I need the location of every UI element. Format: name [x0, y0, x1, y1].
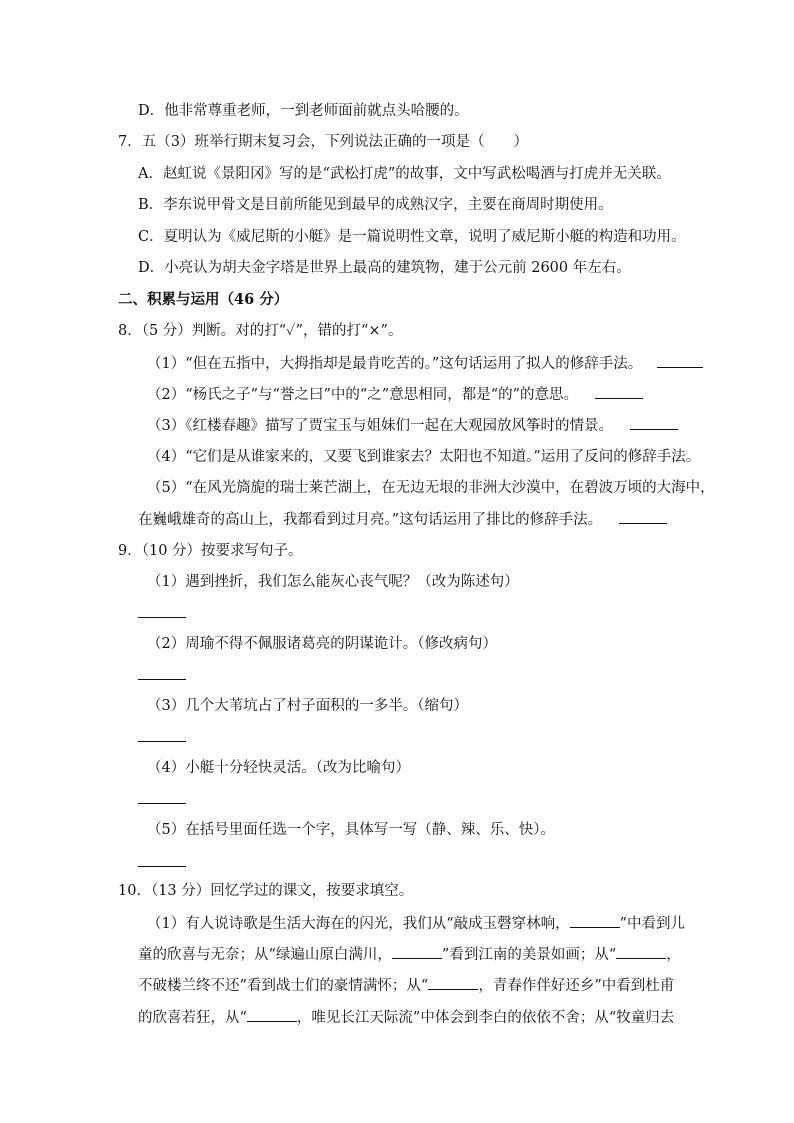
q7-option-b: B．李东说甲骨文是目前所能见到最早的成熟汉字，主要在商周时期使用。	[138, 197, 613, 213]
q9-answer-line-2[interactable]	[138, 679, 186, 680]
q8-item-1-text: （1）“但在五指中，大拇指却是最肯吃苦的。”这句话运用了拟人的修辞手法。	[147, 356, 643, 372]
q9-item-4: （4）小艇十分轻快灵活。（改为比喻句）	[147, 760, 410, 776]
q9-item-5: （5）在括号里面任选一个字，具体写一写（静、辣、乐、快）。	[147, 822, 555, 838]
q10-stem: 10．（13 分）回忆学过的课文，按要求填空。	[118, 883, 414, 899]
q10-text-c: 童的欣喜与无奈；从“绿遍山原白满川，	[138, 947, 392, 963]
q8-stem: 8．（5 分）判断。对的打“✓”，错的打“×”。	[118, 323, 403, 339]
q10-text-d: ”看到江南的美景如画；从“	[441, 947, 617, 963]
q9-answer-line-4[interactable]	[138, 803, 186, 804]
q10-text-i: ，唯见长江天际流”中体会到李白的依依不舍；从“牧童归去	[296, 1010, 675, 1026]
q9-answer-line-3[interactable]	[138, 741, 186, 742]
q10-blank-4[interactable]	[428, 975, 478, 990]
q9-answer-line-5[interactable]	[138, 866, 186, 867]
q8-answer-blank-3[interactable]	[630, 415, 678, 430]
q9-answer-line-1[interactable]	[138, 617, 186, 618]
q10-text-f: 不破楼兰终不还”看到战士们的豪情满怀；从“	[138, 978, 429, 994]
q8-item-3-text: （3）《红楼春趣》描写了贾宝玉与姐妹们一起在大观园放风筝时的情景。	[147, 418, 613, 434]
q10-line-1	[147, 913, 685, 934]
q10-blank-5[interactable]	[247, 1007, 297, 1022]
q6-option-d: D．他非常尊重老师，一到老师面前就点头哈腰的。	[138, 103, 469, 119]
q8-item-1	[147, 353, 703, 374]
q10-text-a: （1）有人说诗歌是生活大海在的闪光，我们从“敲成玉磬穿林响，	[147, 916, 570, 932]
q10-text-g: ，青春作伴好还乡”中看到杜甫	[478, 978, 675, 994]
section-heading: 二、积累与运用（46 分）	[118, 291, 289, 308]
q8-item-5-line-2	[138, 509, 667, 530]
q10-blank-1[interactable]	[570, 913, 620, 928]
q10-line-3	[138, 975, 674, 996]
q9-item-3: （3）几个大苇坑占了村子面积的一多半。（缩句）	[147, 698, 468, 714]
q10-line-4	[138, 1007, 674, 1028]
q9-item-2: （2）周瑜不得不佩服诸葛亮的阴谋诡计。（修改病句）	[147, 636, 497, 652]
q10-text-h: 的欣喜若狂，从“	[138, 1010, 247, 1026]
q10-text-e: ，	[666, 947, 681, 963]
q10-blank-2[interactable]	[392, 944, 442, 959]
q8-answer-blank-5[interactable]	[619, 509, 667, 524]
q8-answer-blank-1[interactable]	[657, 353, 703, 368]
q8-item-2	[147, 384, 643, 405]
q7-option-a: A．赵虹说《景阳冈》写的是“武松打虎”的故事，文中写武松喝酒与打虎并无关联。	[138, 166, 671, 182]
q9-stem: 9．（10 分）按要求写句子。	[118, 543, 303, 559]
q7-option-c: C．夏明认为《威尼斯的小艇》是一篇说明性文章，说明了威尼斯小艇的构造和功用。	[138, 229, 686, 245]
q10-blank-3[interactable]	[616, 944, 666, 959]
q8-answer-blank-2[interactable]	[595, 384, 643, 399]
q9-item-1: （1）遇到挫折，我们怎么能灰心丧气呢？（改为陈述句）	[147, 574, 519, 590]
q8-item-4: （4）“它们是从谁家来的，又要飞到谁家去？太阳也不知道。”运用了反问的修辞手法。	[147, 449, 701, 465]
q8-item-3	[147, 415, 678, 436]
q8-item-5-line-1: （5）“在风光旖旎的瑞士莱芒湖上，在无边无垠的非洲大沙漠中，在碧波万顷的大海中，	[147, 480, 715, 496]
q10-text-b: ”中看到儿	[619, 916, 686, 932]
q10-line-2	[138, 944, 681, 965]
q7-stem: 7．五（3）班举行期末复习会，下列说法正确的一项是（ ）	[118, 134, 528, 150]
q7-option-d: D．小亮认为胡夫金字塔是世界上最高的建筑物，建于公元前 2600 年左右。	[138, 260, 631, 276]
q8-item-2-text: （2）“杨氏之子”与“誉之曰”中的“之”意思相同，都是“的”的意思。	[147, 387, 579, 403]
q8-item-5-text: 在巍峨雄奇的高山上，我都看到过月亮。”这句话运用了排比的修辞手法。	[138, 512, 603, 528]
